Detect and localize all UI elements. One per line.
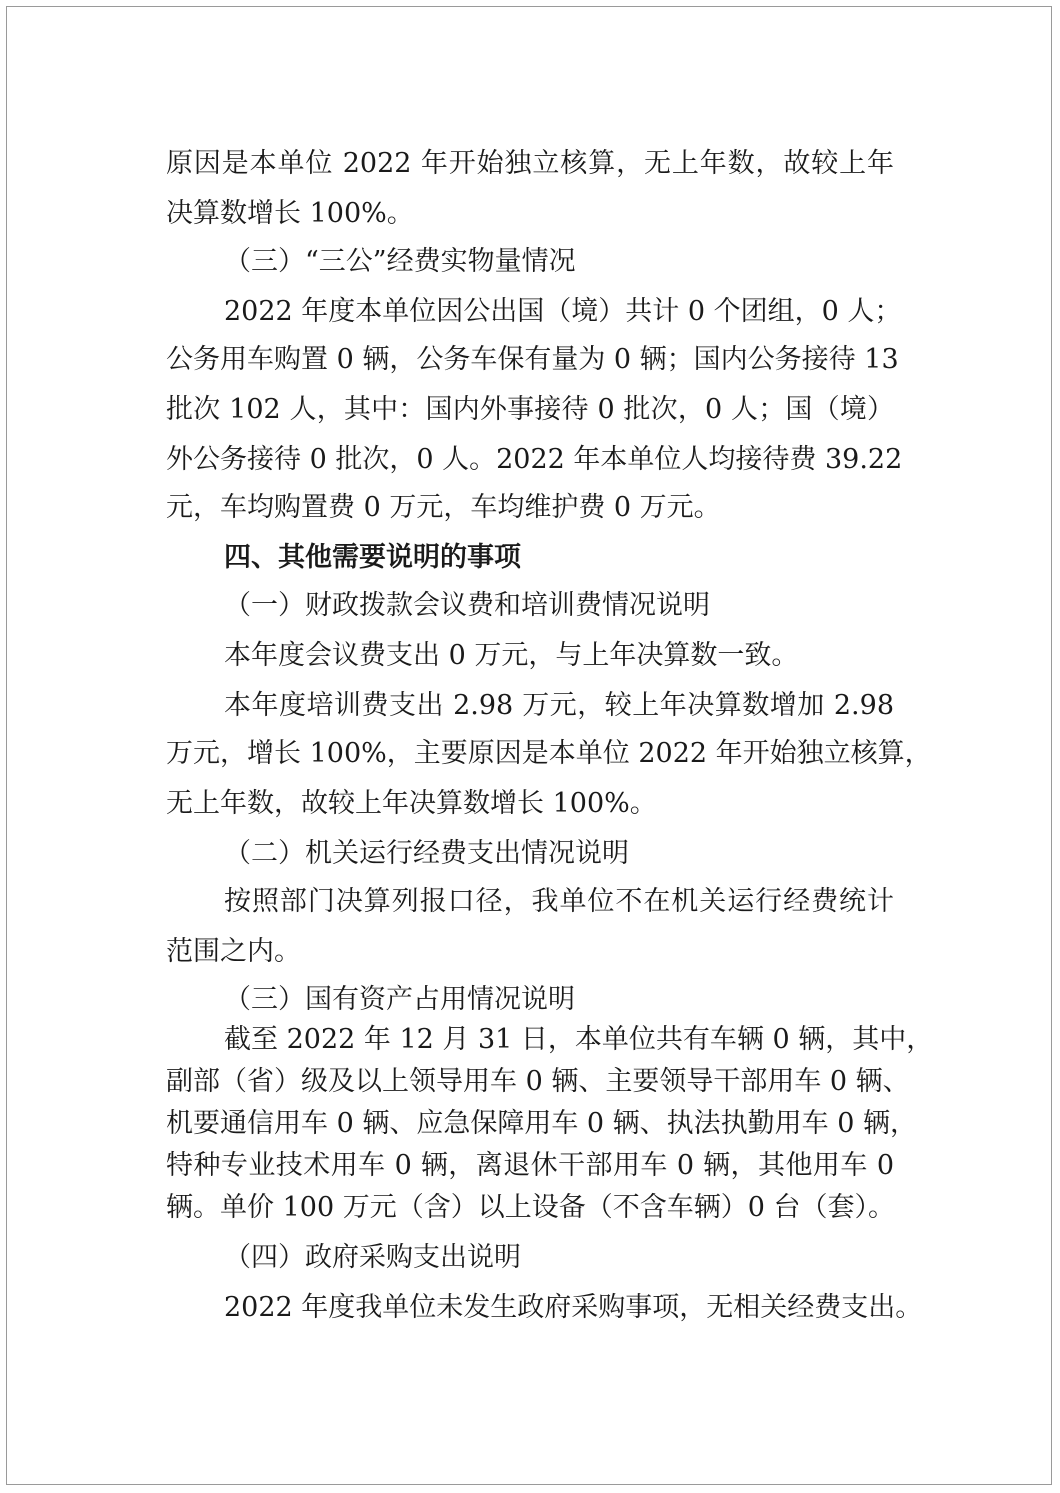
paragraph-line: 范围之内。 [166, 936, 301, 967]
paragraph-line: 公务用车购置 0 辆，公务车保有量为 0 辆；国内公务接待 13 [166, 344, 899, 375]
paragraph-line: 本年度培训费支出 2.98 万元，较上年决算数增加 2.98 [224, 690, 894, 721]
section-heading: （三）“三公”经费实物量情况 [224, 246, 576, 277]
paragraph-line: 万元，增长 100%，主要原因是本单位 2022 年开始独立核算， [166, 738, 932, 769]
paragraph-line: 批次 102 人，其中：国内外事接待 0 批次，0 人；国（境） [166, 394, 894, 425]
paragraph-line: 2022 年度我单位未发生政府采购事项，无相关经费支出。 [224, 1292, 923, 1323]
paragraph-line: 外公务接待 0 批次，0 人。2022 年本单位人均接待费 39.22 [166, 444, 903, 475]
paragraph-line: 元，车均购置费 0 万元，车均维护费 0 万元。 [166, 492, 721, 523]
paragraph-line: 辆。单价 100 万元（含）以上设备（不含车辆）0 台（套）。 [166, 1192, 895, 1223]
section-heading: （一）财政拨款会议费和培训费情况说明 [224, 590, 710, 621]
paragraph-line: 机要通信用车 0 辆、应急保障用车 0 辆、执法执勤用车 0 辆， [166, 1108, 918, 1139]
paragraph-line: 决算数增长 100%。 [166, 198, 414, 229]
paragraph-line: 副部（省）级及以上领导用车 0 辆、主要领导干部用车 0 辆、 [166, 1066, 910, 1097]
paragraph-line: 本年度会议费支出 0 万元，与上年决算数一致。 [224, 640, 799, 671]
paragraph-line: 按照部门决算列报口径，我单位不在机关运行经费统计 [224, 886, 894, 917]
section-heading: （四）政府采购支出说明 [224, 1242, 521, 1273]
section-heading: （二）机关运行经费支出情况说明 [224, 838, 629, 869]
paragraph-line: 2022 年度本单位因公出国（境）共计 0 个团组，0 人； [224, 296, 902, 327]
paragraph-line: 特种专业技术用车 0 辆，离退休干部用车 0 辆，其他用车 0 [166, 1150, 894, 1181]
paragraph-line: 截至 2022 年 12 月 31 日，本单位共有车辆 0 辆，其中， [224, 1024, 934, 1055]
paragraph-line: 无上年数，故较上年决算数增长 100%。 [166, 788, 657, 819]
paragraph-line: 原因是本单位 2022 年开始独立核算，无上年数，故较上年 [166, 148, 894, 179]
section-heading: （三）国有资产占用情况说明 [224, 984, 575, 1015]
chapter-heading: 四、其他需要说明的事项 [224, 542, 521, 573]
